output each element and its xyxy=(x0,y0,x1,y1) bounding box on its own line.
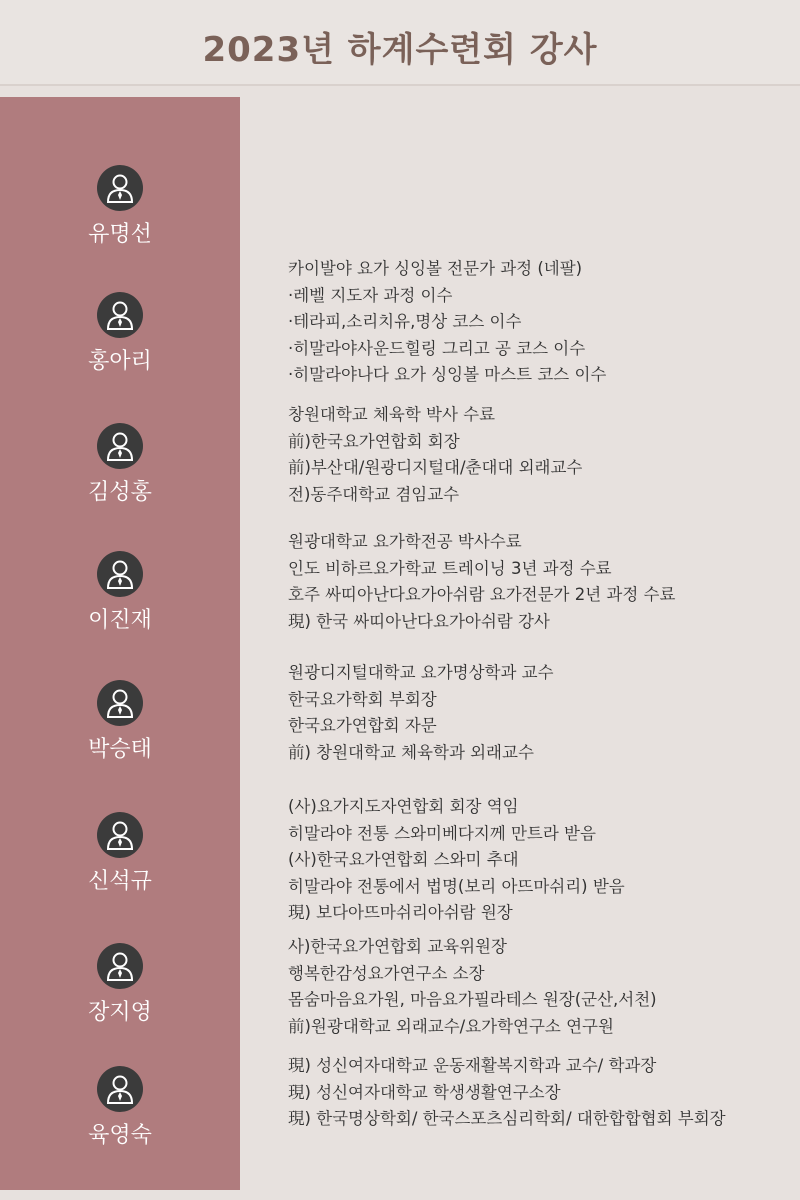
speaker-card xyxy=(0,943,240,1026)
user-icon xyxy=(97,423,143,469)
bio-line: 전)동주대학교 겸임교수 xyxy=(288,484,460,504)
bio-line: 現) 한국명상학회/ 한국스포츠심리학회/ 대한합합협회 부회장 xyxy=(288,1109,726,1128)
bio-line: (사)요가지도자연합회 회장 역임 xyxy=(288,797,519,816)
bio-line: 히말라야 전통 스와미베다지께 만트라 받음 xyxy=(288,823,596,843)
bio-line: (사)한국요가연합회 스와미 추대 xyxy=(288,850,519,869)
bio-line: 원광디지털대학교 요가명상학과 교수 xyxy=(288,663,554,682)
bio-line: 前)원광대학교 외래교수/요가학연구소 연구원 xyxy=(288,1016,614,1036)
speaker-bio xyxy=(288,256,778,389)
bio-line: ·히말라야나다 요가 싱잉볼 마스트 코스 이수 xyxy=(288,365,607,384)
bio-line: 인도 비하르요가학교 트레이닝 3년 과정 수료 xyxy=(288,558,612,578)
speaker-card xyxy=(0,812,240,895)
speaker-name: 김성홍 xyxy=(88,480,152,505)
speaker-name: 이진재 xyxy=(88,608,152,633)
speaker-bio xyxy=(288,402,778,508)
speaker-name: 유명선 xyxy=(88,222,152,247)
bio-line: 호주 싸띠아난다요가아쉬람 요가전문가 2년 과정 수료 xyxy=(288,585,676,604)
speaker-card xyxy=(0,1066,240,1149)
speaker-card xyxy=(0,292,240,375)
bio-line: 한국요가연합회 자문 xyxy=(288,716,437,735)
bio-line: 사)한국요가연합회 교육위원장 xyxy=(288,937,507,956)
bio-line: 前)부산대/원광디지털대/춘대대 외래교수 xyxy=(288,458,583,477)
speaker-card xyxy=(0,165,240,248)
speaker-name: 육영숙 xyxy=(88,1123,152,1148)
speaker-bio xyxy=(288,934,778,1040)
speaker-sidebar xyxy=(0,97,240,1190)
bio-line: 現) 한국 싸띠아난다요가아쉬람 강사 xyxy=(288,611,550,631)
bio-line: 現) 보다아뜨마쉬리아쉬람 원장 xyxy=(288,903,513,922)
bio-line: 히말라야 전통에서 법명(보리 아뜨마쉬리) 받음 xyxy=(288,876,625,896)
user-icon xyxy=(97,1066,143,1112)
bio-line: 現) 성신여자대학교 학생생활연구소장 xyxy=(288,1082,561,1102)
page-title: 2023년 하계수련회 강사 xyxy=(202,30,598,70)
bio-line: 몸숨마음요가원, 마음요가필라테스 원장(군산,서천) xyxy=(288,990,657,1009)
bio-line: 행복한감성요가연구소 소장 xyxy=(288,963,485,983)
user-icon xyxy=(97,292,143,338)
bio-line: 원광대학교 요가학전공 박사수료 xyxy=(288,532,522,551)
speaker-name: 신석규 xyxy=(88,869,152,894)
speaker-name: 박승태 xyxy=(88,737,152,762)
speaker-bio xyxy=(288,1053,778,1133)
user-icon xyxy=(97,812,143,858)
bio-line: ·테라피,소리치유,명상 코스 이수 xyxy=(288,312,522,331)
user-icon xyxy=(97,165,143,211)
speaker-name: 장지영 xyxy=(88,1000,152,1025)
bio-line: ·레벨 지도자 과정 이수 xyxy=(288,285,453,305)
speaker-name: 홍아리 xyxy=(88,349,152,374)
speaker-bio xyxy=(288,660,778,766)
user-icon xyxy=(97,680,143,726)
speaker-card xyxy=(0,680,240,763)
bio-line: 現) 성신여자대학교 운동재활복지학과 교수/ 학과장 xyxy=(288,1056,657,1075)
bio-line: ·히말라야사운드힐링 그리고 공 코스 이수 xyxy=(288,338,586,358)
user-icon xyxy=(97,551,143,597)
speaker-bio xyxy=(288,794,778,927)
bio-line: 카이발야 요가 싱잉볼 전문가 과정 (네팔) xyxy=(288,259,583,278)
header xyxy=(0,0,800,86)
speaker-bio xyxy=(288,529,778,635)
bio-line: 前)한국요가연합회 회장 xyxy=(288,431,460,451)
bio-line: 한국요가학회 부회장 xyxy=(288,689,437,709)
user-icon xyxy=(97,943,143,989)
speaker-card xyxy=(0,551,240,634)
bio-line: 前) 창원대학교 체육학과 외래교수 xyxy=(288,742,534,762)
bio-line: 창원대학교 체육학 박사 수료 xyxy=(288,405,496,424)
speaker-card xyxy=(0,423,240,506)
